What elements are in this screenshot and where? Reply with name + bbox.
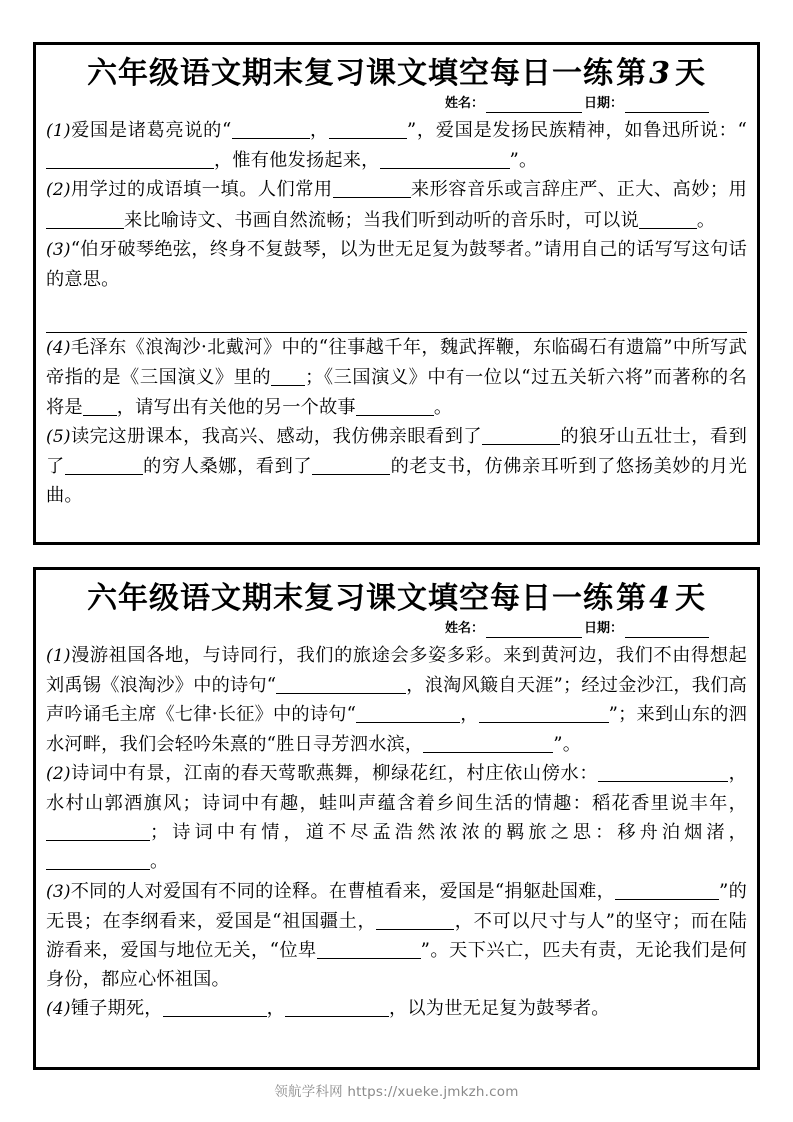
worksheet-title-day-3: [46, 51, 747, 97]
question-number: (1): [46, 646, 71, 666]
question-text: 来比喻诗文、书画自然流畅；当我们听到动听的音乐时，可以说: [124, 209, 639, 231]
answer-blank[interactable]: [423, 735, 553, 753]
worksheet-day-3: [33, 42, 760, 545]
answer-blank[interactable]: [482, 427, 560, 445]
answer-blank[interactable]: [46, 151, 214, 169]
answer-write-line[interactable]: [46, 306, 747, 333]
answer-blank[interactable]: [639, 211, 697, 229]
answer-blank[interactable]: [271, 368, 305, 386]
question-1: [46, 116, 747, 175]
student-meta-row-day-3: [46, 95, 747, 113]
question-text: ”；来到山东的泗水河畔，我们会轻吟朱熹的“胜日寻芳泗水滨，: [46, 704, 748, 755]
question-text: ”。天下兴亡，匹夫有责，无论我们是何身份，都应心怀祖国。: [46, 940, 747, 991]
name-label: 姓名：: [444, 621, 484, 636]
answer-blank[interactable]: [83, 398, 117, 416]
answer-blank[interactable]: [317, 941, 421, 959]
question-text: ”。: [509, 150, 538, 172]
question-number: (2): [46, 763, 71, 784]
answer-blank[interactable]: [356, 705, 460, 723]
question-text: ，惟有他发扬起来，: [214, 150, 380, 172]
question-number: (4): [46, 999, 71, 1020]
answer-blank[interactable]: [46, 211, 124, 229]
question-text: ”，爱国是发扬民族精神，如鲁迅所说：“: [406, 120, 747, 141]
answer-blank[interactable]: [615, 882, 719, 900]
answer-blank[interactable]: [232, 121, 310, 139]
question-3: [46, 877, 747, 995]
question-5: [46, 422, 747, 511]
question-text: 。: [150, 851, 169, 873]
answer-blank[interactable]: [46, 823, 150, 841]
worksheet-title-day-number: 4: [649, 581, 671, 616]
worksheet-day-4: [33, 567, 760, 1070]
answer-blank[interactable]: [65, 457, 143, 475]
question-text: ”的无畏；在李纲看来，爱国是“祖国疆土，: [46, 880, 747, 932]
question-text: ；诗词中有情，道不尽孟浩然浓浓的羁旅之思：移舟泊烟渚，: [150, 822, 747, 844]
question-text: 的老支书，仿佛亲耳听到了悠扬美妙的月光曲。: [46, 456, 747, 507]
question-3: [46, 235, 747, 294]
worksheet-title-day-prefix: 第: [616, 56, 648, 91]
worksheet-title-main: 六年级语文期末复习课文填空每日一练: [87, 56, 615, 91]
question-text: ，不可以尺寸与人”的坚守；而在陆游看来，爱国与地位无关，“位卑: [46, 910, 747, 962]
question-text: 的狼牙山五壮士，看到了: [46, 425, 747, 478]
name-input-line[interactable]: [486, 623, 582, 638]
date-label: 日期：: [583, 621, 623, 636]
date-input-line[interactable]: [625, 98, 709, 113]
name-input-line[interactable]: [486, 98, 582, 113]
question-number: (5): [46, 426, 71, 447]
answer-blank[interactable]: [276, 676, 406, 694]
worksheet-title-main: 六年级语文期末复习课文填空每日一练: [87, 581, 615, 616]
worksheet-title-day-prefix: 第: [616, 581, 648, 616]
question-4: [46, 333, 747, 422]
question-text: ，: [309, 120, 329, 141]
questions-body-day-3: [46, 116, 747, 510]
question-text: 爱国是诸葛亮说的“: [70, 120, 232, 141]
answer-blank[interactable]: [285, 999, 389, 1017]
question-text: 毛泽东《浪淘沙·北戴河》中的“往事越千年，魏武挥鞭，东临碣石有遗篇”中所写武帝指的是《三国演义》里的: [46, 337, 747, 389]
question-text: 读完这册课本，我高兴、感动，我仿佛亲眼看到了: [70, 425, 483, 447]
answer-blank[interactable]: [163, 999, 267, 1017]
answer-blank[interactable]: [479, 705, 609, 723]
answer-blank[interactable]: [356, 398, 434, 416]
name-label: 姓名：: [444, 96, 484, 111]
answer-blank[interactable]: [312, 457, 390, 475]
question-number: (3): [46, 239, 71, 260]
worksheet-title-day-4: [46, 576, 747, 622]
question-text: ”。: [553, 733, 582, 755]
question-text: ，请写出有关他的另一个故事: [116, 396, 356, 418]
answer-blank[interactable]: [329, 121, 407, 139]
question-2: [46, 759, 747, 877]
answer-blank[interactable]: [376, 912, 454, 930]
worksheet-title-day-suffix: 天: [674, 581, 706, 616]
question-number: (2): [46, 180, 71, 201]
date-input-line[interactable]: [625, 623, 709, 638]
answer-blank[interactable]: [380, 151, 510, 169]
question-text: ，: [460, 704, 479, 726]
question-number: (4): [46, 338, 71, 359]
question-number: (1): [46, 121, 71, 141]
footer-watermark: 领航学科网 https://xueke.jmkzh.com: [274, 1084, 519, 1100]
question-number: (3): [46, 881, 71, 902]
student-meta-row-day-4: [46, 620, 747, 638]
question-text: 来形容音乐或言辞庄严、正大、高妙；用: [410, 179, 747, 201]
worksheet-title-day-number: 3: [649, 56, 671, 91]
question-text: 锺子期死，: [70, 998, 163, 1020]
question-text: 不同的人对爱国有不同的诠释。在曹植看来，爱国是“捐躯赴国难，: [70, 880, 616, 902]
worksheet-title-day-suffix: 天: [674, 56, 706, 91]
question-text: ，以为世无足复为鼓琴者。: [389, 998, 610, 1020]
question-text: “伯牙破琴绝弦，终身不复鼓琴，以为世无足复为鼓琴者。”请用自己的话写写这句话的意思。: [46, 238, 747, 291]
question-text: ，: [266, 998, 286, 1020]
question-text: 用学过的成语填一填。人们常用: [70, 179, 333, 201]
question-text: 诗词中有景，江南的春天莺歌燕舞，柳绿花红，村庄依山傍水：: [70, 762, 599, 784]
question-text: ，浪淘风簸自天涯”；经过金沙江，我们高声吟诵毛主席《七律·长征》中的诗句“: [46, 675, 747, 726]
question-text: 漫游祖国各地，与诗同行，我们的旅途会多姿多彩。来到黄河边，我们不由得想起刘禹锡《浪淘沙》中的诗句“: [46, 645, 747, 697]
question-text: 。: [696, 209, 716, 231]
question-text: ，水村山郭酒旗风；诗词中有趣，蛙叫声蕴含着乡间生活的情趣：稻花香里说丰年，: [46, 762, 747, 815]
question-3-answer-area[interactable]: [46, 306, 747, 333]
question-text: ；《三国演义》中有一位以“过五关斩六将”而著称的名将是: [46, 367, 748, 418]
question-text: 的穷人桑娜，看到了: [142, 456, 313, 478]
answer-blank[interactable]: [598, 764, 728, 782]
answer-blank[interactable]: [46, 852, 150, 870]
question-4: [46, 994, 747, 1024]
date-label: 日期：: [583, 96, 623, 111]
answer-blank[interactable]: [333, 180, 411, 198]
question-1: [46, 641, 747, 759]
questions-body-day-4: [46, 641, 747, 1025]
question-2: [46, 175, 747, 234]
question-text: 。: [433, 396, 453, 418]
